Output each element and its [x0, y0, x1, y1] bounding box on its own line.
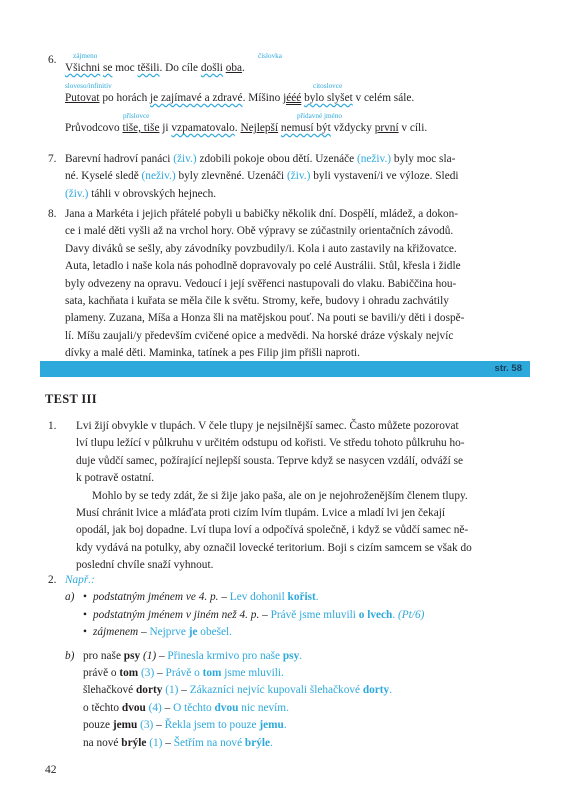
- test-item-2: [48, 572, 533, 752]
- page-reference-bar: [40, 361, 530, 377]
- text-line: lí. Míšu zaujali/y především cvičené opice a medvědi. Na horské dráze výskaly nejvíc: [65, 329, 454, 342]
- exercise-number: 7.: [48, 153, 57, 165]
- exercise-8: [48, 206, 533, 363]
- test-item-1: [48, 418, 533, 575]
- text-line: kdy vydává na potulky, aby označil lovecké teritorium. Boji s cizím samcem se však do: [76, 541, 472, 554]
- exercise-7: [48, 151, 533, 203]
- exercise-7-text: Barevní hadroví panáci (živ.) zdobili pokoje obou dětí. Uzenáče (neživ.) byly moc sla- né. Kyselé sledě (neživ.) byly zlevněné. Uzenáči (živ.) byli vystavení/i ve výloze. Sledi (živ.) táhli v obrovských hejnech.: [65, 153, 459, 200]
- exercise-8-text: [65, 206, 533, 363]
- exercise-number: 2.: [48, 574, 57, 586]
- annotation-row-2: [65, 82, 533, 91]
- text-line: Mohlo by se tedy zdát, že si žije jako paša, ale on je nejohroženějším členem tlupy.: [92, 489, 468, 502]
- page-reference-label: str. 58: [494, 363, 522, 374]
- text-line: Jana a Markéta i jejich přátelé pobyli u babičky několik dní. Dospělí, mládež, a dokon-: [65, 208, 459, 220]
- part-a-line: • podstatným jménem ve 4. p. – Lev dohonil kořist.: [83, 591, 319, 604]
- text-line: sata, kachňata i kuřata se měla čile k světu. Stromy, keře, budovy i ohradu zachvátily: [65, 295, 449, 308]
- text-line: byly odvezeny na opravu. Vedoucí i její svěřenci nastupovali do vlaku. Babiččina hou-: [65, 277, 457, 290]
- annotation-row-3: [65, 112, 533, 121]
- part-b-line: šlehačkové dorty (1) – Zákazníci nejvíc kupovali šlehačkové dorty.: [83, 684, 393, 697]
- test-item-1-text: [76, 418, 533, 575]
- annotation: sloveso/infinitiv: [65, 82, 112, 90]
- part-a-line: • zájmenem – Nejprve je obešel.: [83, 626, 232, 639]
- annotation: zájmeno: [73, 52, 98, 60]
- part-b-line: o těchto dvou (4) – O těchto dvou nic nevím.: [83, 701, 289, 714]
- exercise-number: 8.: [48, 208, 57, 220]
- part-b-line: na nové brýle (1) – Šetřím na nové brýle.: [83, 736, 273, 749]
- part-label: a): [65, 591, 75, 604]
- text-line: Lvi žijí obvykle v tlupách. V čele tlupy je nejsilnější samec. Často můžete pozorovat: [76, 420, 459, 432]
- annotation: přídavné jméno: [297, 112, 342, 120]
- page-number: 42: [45, 764, 57, 776]
- text-line: opodál, jak boj dopadne. Lví tlupa loví a odpočívá společně, i když se vůdčí samec ně-: [76, 524, 469, 537]
- text-line: Davy diváků se sešly, aby závodníky povzbudily/i. Kola i auto zastavily na křižovatce.: [65, 242, 457, 255]
- part-a-line: • podstatným jménem v jiném než 4. p. – Právě jsme mluvili o lvech. (Pt/6): [83, 608, 425, 621]
- text-line: plameny. Zuzana, Míša a Honza šli na matějskou pouť. Na pouti se bavili/y děti i dospě-: [65, 312, 465, 325]
- text-line: Musí chránit lvice a mláďata proti cizím lvím tlupám. Lvice a mladí lvi jen čekají: [76, 507, 446, 520]
- text-line: lví tlupu ležící v půlkruhu v určitém odstupu od kořisti. Ve středu tohoto půlkruhu ho-: [76, 437, 465, 450]
- text-line: ce i malé děti vyšli až na vrchol hory. Obě výpravy se zúčastnily orientačních závodů.: [65, 225, 454, 238]
- annotation-row-1: [65, 52, 533, 61]
- exercise-number: 1.: [48, 420, 57, 432]
- exercise-6: [48, 52, 533, 136]
- text-line: Auta, letadlo i naše kola nás pohodlně dopravovaly po celé Austrálii. Stůl, křesla i židle: [65, 260, 461, 273]
- text-line: poslední chvíle snaží vyhnout.: [76, 559, 214, 572]
- annotation: příslovce: [123, 112, 150, 120]
- exercise-number: 6.: [48, 54, 57, 66]
- annotation: citoslovce: [313, 82, 343, 90]
- text-line: dívky a malé děti. Maminka, tatínek a pes Filip jim přišli naproti.: [65, 347, 360, 360]
- part-b-line: právě o tom (3) – Právě o tom jsme mluvili.: [83, 667, 284, 680]
- part-label: b): [65, 649, 75, 662]
- sentence-row-2: Putovat po horách je zajímavé a zdravé. Míšino jééé bylo slyšet v celém sále.: [65, 92, 415, 104]
- part-b: [65, 648, 533, 752]
- part-a: [65, 589, 533, 641]
- test-title: TEST III: [45, 392, 97, 406]
- text-line: duje vůdčí samec, požírající nejlepší sousta. Teprve když se nasycen vzdálí, odváží se: [76, 454, 464, 467]
- text-line: k potravě ostatní.: [76, 472, 155, 485]
- part-b-line: pro naše psy (1) – Přinesla krmivo pro naše psy.: [83, 649, 303, 662]
- lead-text: Např.:: [65, 574, 95, 586]
- part-b-line: pouze jemu (3) – Řekla jsem to pouze jemu.: [83, 719, 287, 732]
- sentence-row-3: Průvodcovo tiše, tiše ji vzpamatovalo. Nejlepší nemusí být vždycky první v cíli.: [65, 122, 428, 134]
- annotation: číslovka: [258, 52, 282, 60]
- sentence-row-1: Všichni se moc těšili. Do cíle došli oba.: [65, 62, 245, 74]
